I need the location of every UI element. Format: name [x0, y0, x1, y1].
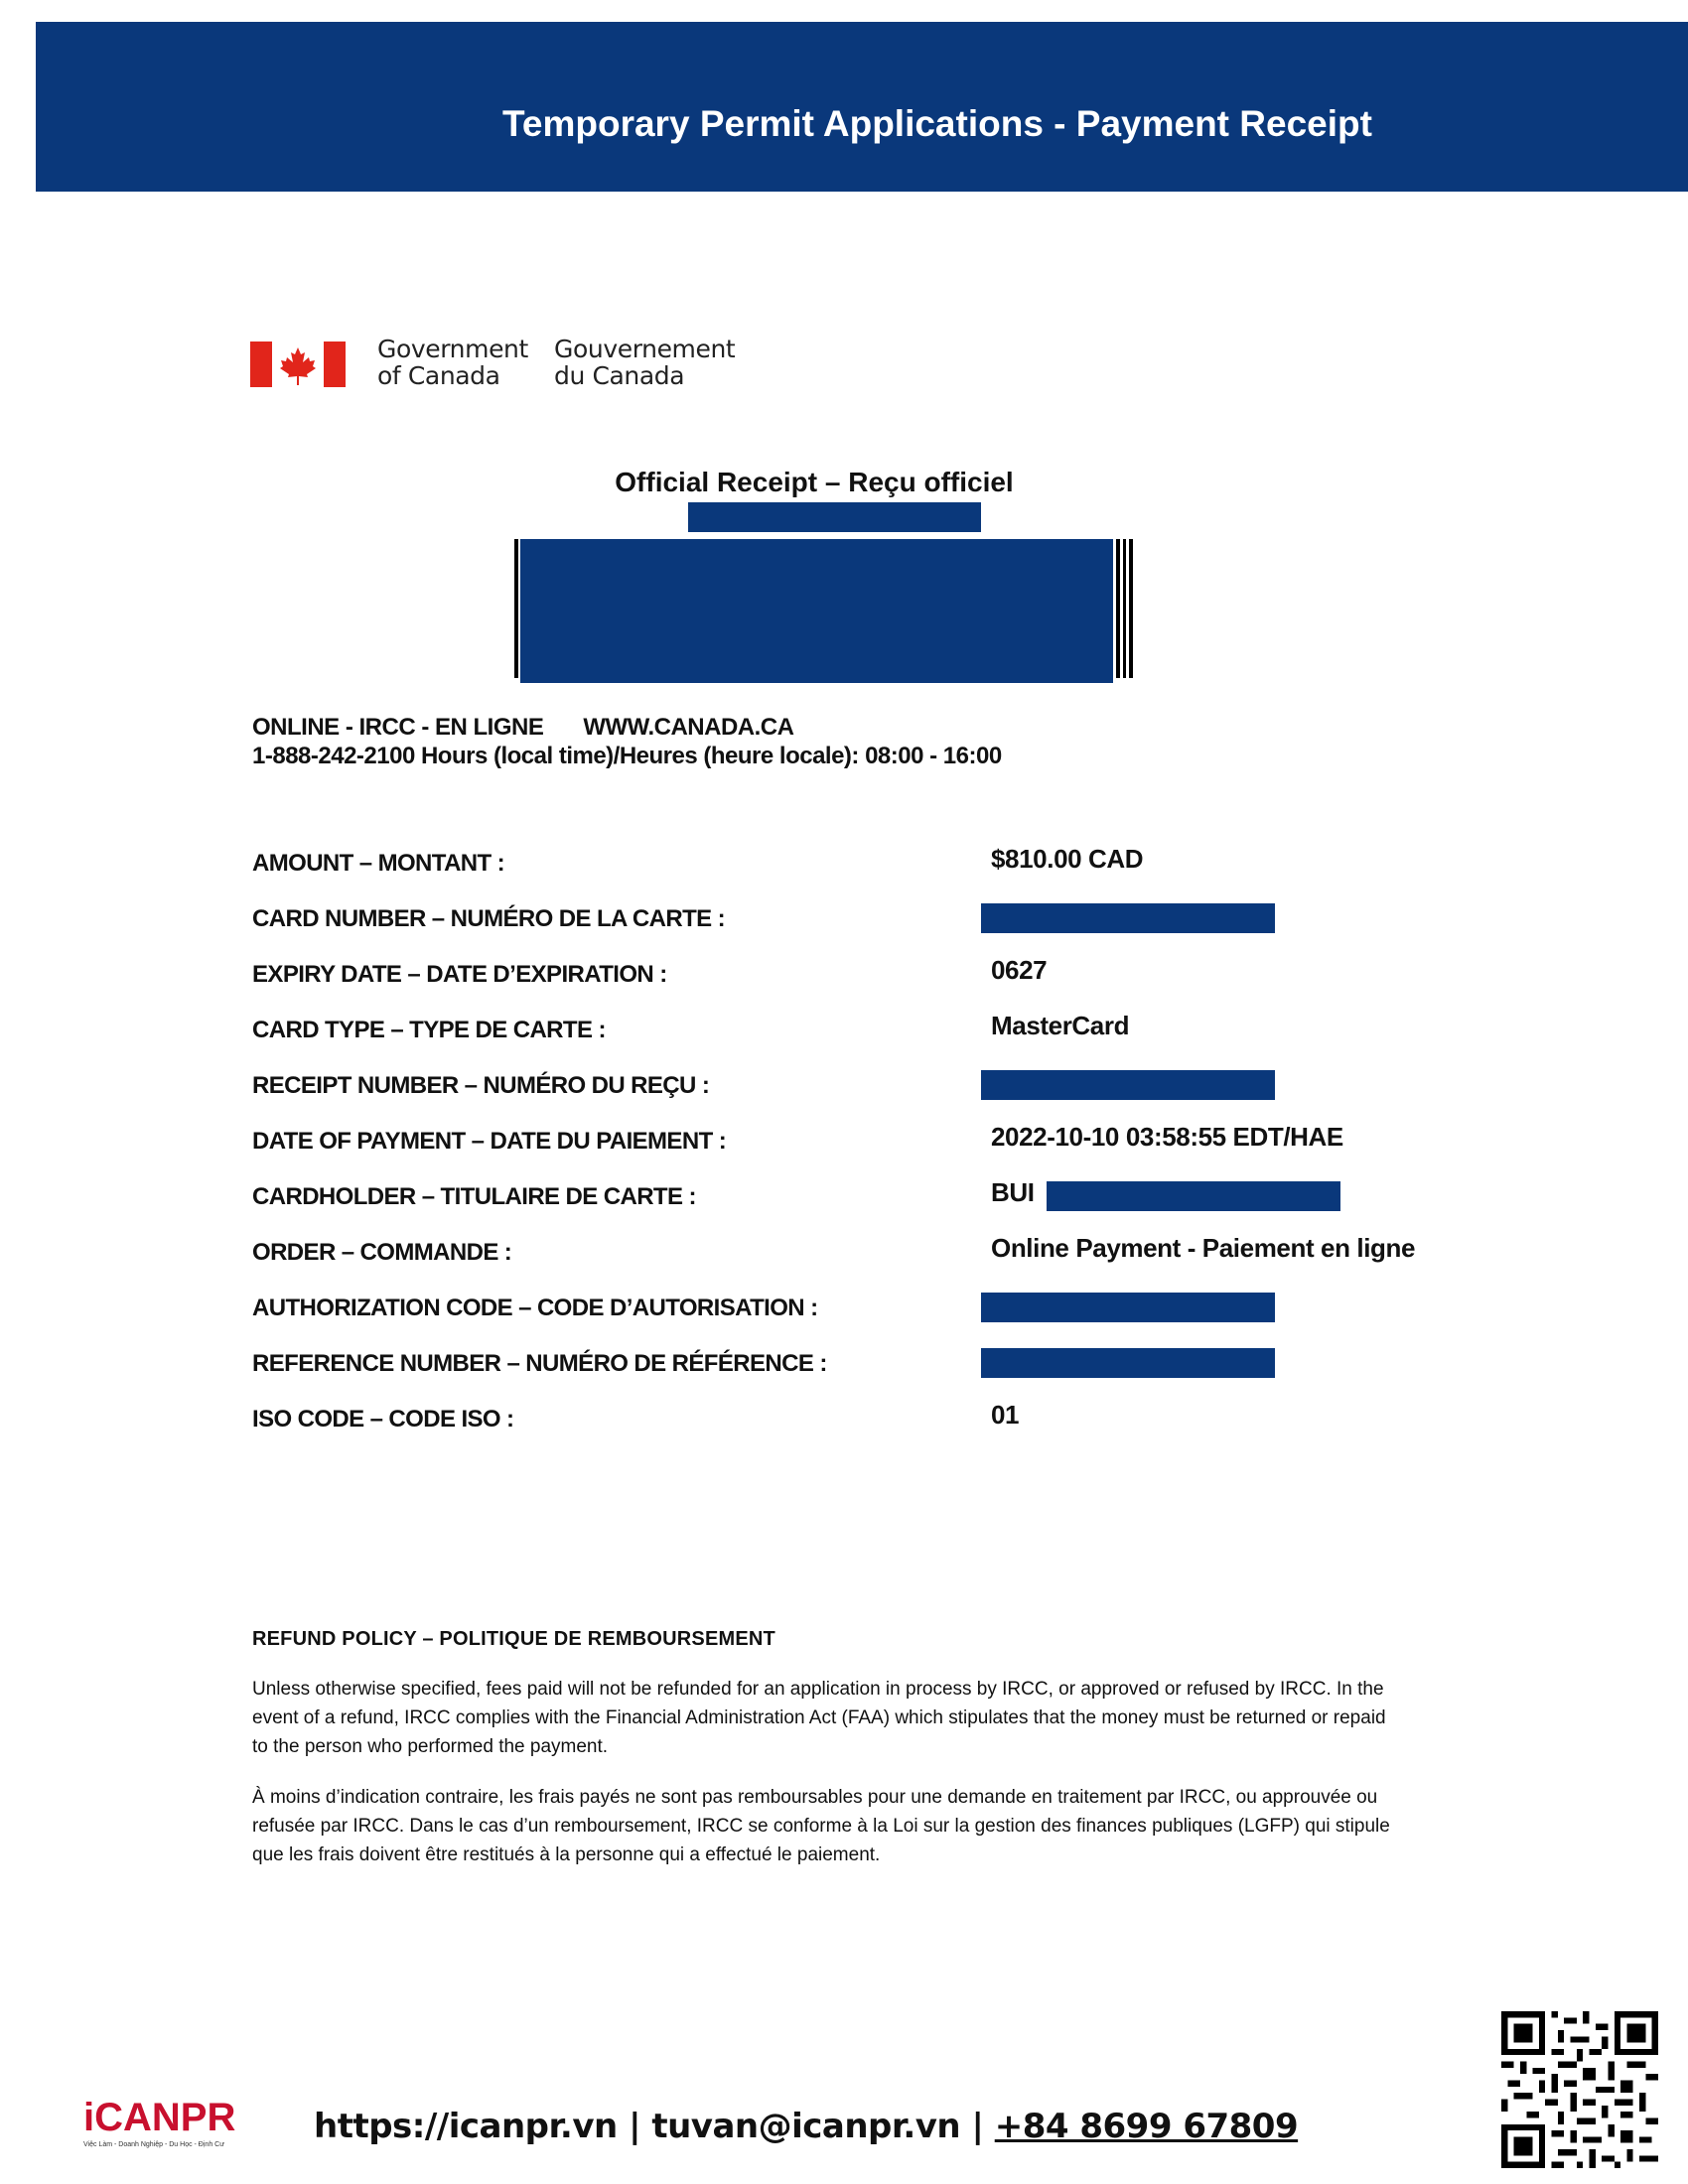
field-iso-code: ISO CODE – CODE ISO : 01 — [252, 1400, 1020, 1433]
footer-email-link[interactable]: tuvan@icanpr.vn — [651, 2107, 961, 2146]
field-amount: AMOUNT – MONTANT : $810.00 CAD — [252, 844, 1144, 877]
field-order: ORDER – COMMANDE : Online Payment - Paiement en ligne — [252, 1233, 1416, 1266]
redacted-receipt-id — [688, 502, 981, 532]
redacted-value — [981, 1348, 1275, 1378]
refund-policy — [252, 1628, 1394, 1891]
barcode — [514, 539, 1133, 683]
barcode-bar — [1129, 539, 1133, 678]
contact-phone-hours: 1-888-242-2100 Hours (local time)/Heures (heure locale): 08:00 - 16:00 — [252, 743, 1002, 769]
page-title: Temporary Permit Applications - Payment Receipt — [502, 103, 1372, 144]
logo-tagline: Việc Làm - Doanh Nghiệp - Du Học - Định Cư — [83, 2141, 224, 2148]
canada-flag-icon — [250, 341, 346, 387]
contact-online-label: ONLINE - IRCC - EN LIGNE — [252, 714, 544, 741]
field-card-number: CARD NUMBER – NUMÉRO DE LA CARTE : — [252, 903, 1493, 959]
barcode-bar — [514, 539, 518, 678]
redacted-value — [981, 903, 1275, 933]
refund-policy-french: À moins d’indication contraire, les frais payés ne sont pas remboursables pour une demande en traitement par IRCC, ou approuvée ou refusée par IRCC. Dans le cas d’un remboursement, IRCC se conforme à la Loi sur la gestion des finances publiques (LGFP) qui stipule que les frais doivent être restitués à la personne qui a effectué le paiement. — [252, 1787, 1390, 1865]
redacted-value — [981, 1293, 1275, 1322]
contact-website: WWW.CANADA.CA — [583, 714, 794, 741]
field-card-type: CARD TYPE – TYPE DE CARTE : MasterCard — [252, 1011, 1130, 1043]
barcode-bar — [1123, 539, 1126, 678]
footer-phone-link[interactable]: +84 8699 67809 — [994, 2107, 1299, 2146]
field-reference-number: REFERENCE NUMBER – NUMÉRO DE RÉFÉRENCE : — [252, 1348, 1493, 1404]
government-name-english: Government of Canada — [377, 335, 528, 390]
field-expiry-date: EXPIRY DATE – DATE D’EXPIRATION : 0627 — [252, 955, 1048, 988]
government-of-canada-signature — [250, 336, 747, 389]
footer-contact: https://icanpr.vn | tuvan@icanpr.vn | +84 8699 67809 — [314, 2107, 1299, 2146]
refund-policy-title: REFUND POLICY – POLITIQUE DE REMBOURSEMENT — [252, 1628, 775, 1650]
footer-website-link[interactable]: https://icanpr.vn — [314, 2107, 618, 2146]
header-banner — [36, 22, 1688, 192]
logo-text: iCANPR — [83, 2096, 236, 2139]
qr-code-icon — [1501, 2011, 1658, 2168]
payment-details — [252, 844, 1493, 1459]
field-date-of-payment: DATE OF PAYMENT – DATE DU PAIEMENT : 2022-10-10 03:58:55 EDT/HAE — [252, 1122, 1343, 1155]
redacted-barcode — [520, 539, 1113, 683]
field-cardholder: CARDHOLDER – TITULAIRE DE CARTE : BUI — [252, 1181, 1493, 1237]
icanpr-logo — [79, 2083, 268, 2150]
contact-info — [252, 713, 1002, 770]
government-name-french: Gouvernement du Canada — [554, 335, 736, 390]
barcode-bar — [1116, 539, 1120, 678]
field-authorization-code: AUTHORIZATION CODE – CODE D’AUTORISATION : — [252, 1293, 1493, 1348]
field-receipt-number: RECEIPT NUMBER – NUMÉRO DU REÇU : — [252, 1070, 1493, 1126]
redacted-value — [981, 1070, 1275, 1100]
redacted-value — [1047, 1181, 1340, 1211]
receipt-title: Official Receipt – Reçu officiel — [615, 467, 1014, 497]
refund-policy-english: Unless otherwise specified, fees paid will not be refunded for an application in process by IRCC, or approved or refused by IRCC. In the event of a refund, IRCC complies with the Financial Administration Act (FAA) which stipulates that the money must be returned or repaid to the person who performed the payment. — [252, 1679, 1386, 1757]
